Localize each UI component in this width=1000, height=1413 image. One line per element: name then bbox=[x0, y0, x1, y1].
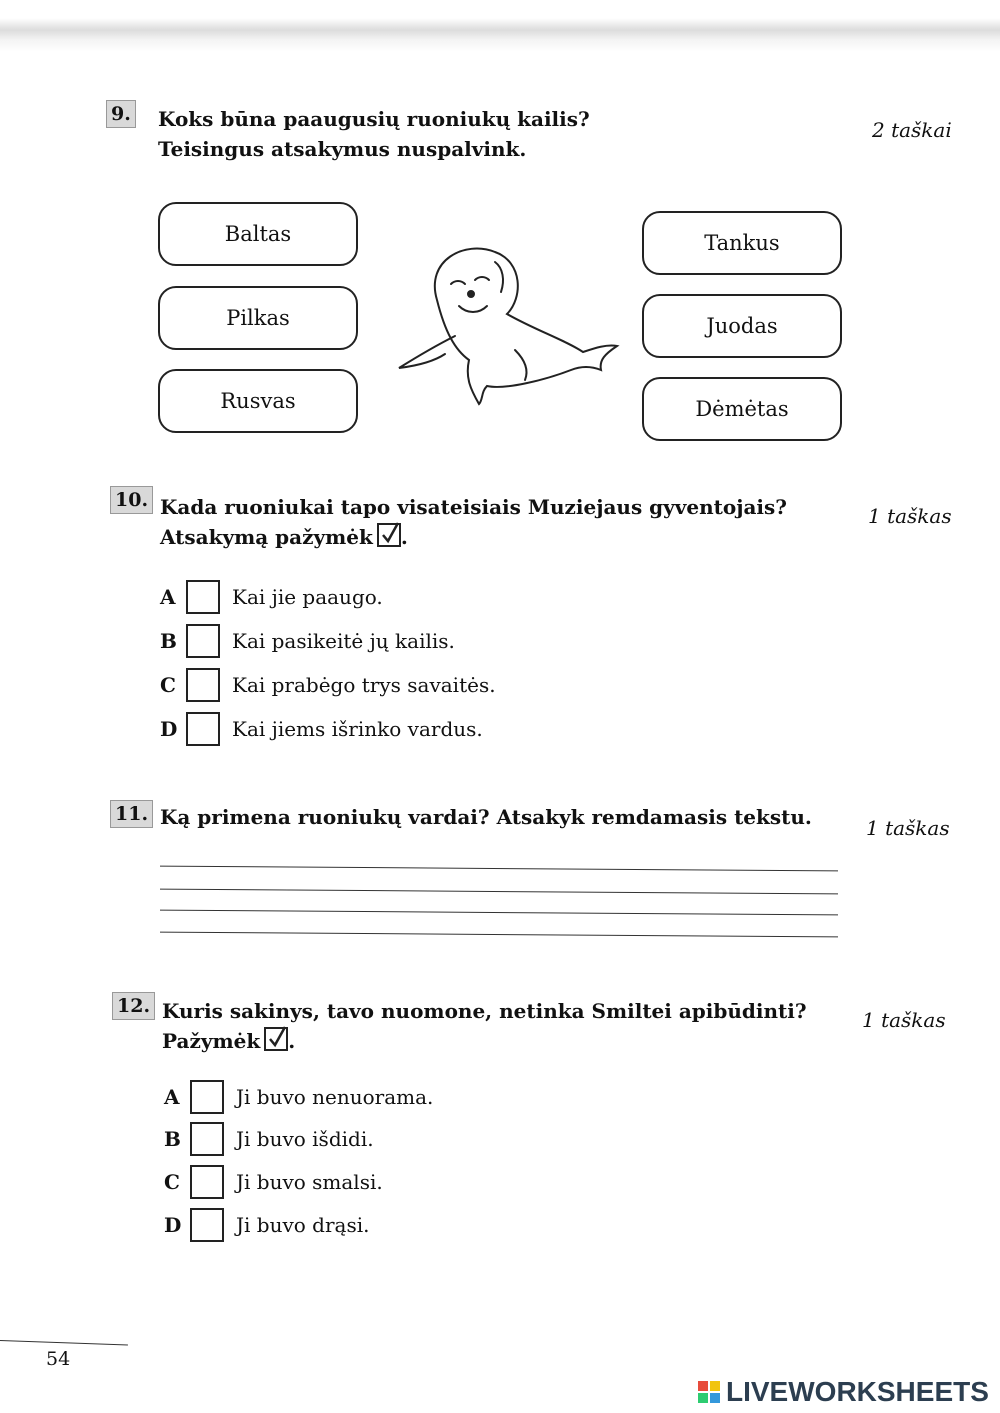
page-number: 54 bbox=[46, 1348, 71, 1370]
option-text: Ji buvo drąsi. bbox=[236, 1213, 370, 1237]
answer-line-4[interactable] bbox=[160, 932, 838, 938]
q10-number: 10. bbox=[110, 486, 153, 514]
option-letter: D bbox=[164, 1213, 182, 1237]
seal-pup-icon bbox=[395, 240, 625, 410]
q12-line2-end: . bbox=[288, 1029, 296, 1053]
answer-line-1[interactable] bbox=[160, 866, 838, 872]
checkbox-checked-icon bbox=[377, 523, 401, 547]
liveworksheets-logo bbox=[698, 1377, 989, 1407]
q11-number: 11. bbox=[110, 800, 153, 828]
answer-checkbox[interactable] bbox=[186, 624, 220, 658]
scan-top-edge bbox=[0, 0, 1000, 60]
q9-question bbox=[158, 104, 590, 164]
answer-line-3[interactable] bbox=[160, 910, 838, 916]
q10-line2-end: . bbox=[400, 525, 408, 549]
answer-checkbox[interactable] bbox=[190, 1080, 224, 1114]
page-rule bbox=[0, 1340, 128, 1345]
q10-points: 1 taškas bbox=[868, 504, 952, 528]
q10-option-b bbox=[160, 624, 455, 658]
option-text: Ji buvo smalsi. bbox=[236, 1170, 383, 1194]
q9-line2: Teisingus atsakymus nuspalvink. bbox=[158, 137, 527, 161]
option-text: Kai jie paaugo. bbox=[232, 585, 383, 609]
option-pilkas[interactable]: Pilkas bbox=[158, 286, 358, 350]
checkbox-checked-icon bbox=[264, 1027, 288, 1051]
option-baltas[interactable]: Baltas bbox=[158, 202, 358, 266]
option-letter: C bbox=[164, 1170, 180, 1194]
option-rusvas[interactable]: Rusvas bbox=[158, 369, 358, 433]
q12-option-c bbox=[164, 1165, 383, 1199]
option-letter: D bbox=[160, 717, 178, 741]
answer-checkbox[interactable] bbox=[190, 1165, 224, 1199]
q10-line1: Kada ruoniukai tapo visateisiais Muziejaus gyventojais? bbox=[160, 495, 788, 519]
option-letter: A bbox=[160, 585, 176, 609]
answer-checkbox[interactable] bbox=[186, 712, 220, 746]
q12-number: 12. bbox=[112, 992, 155, 1020]
q12-option-a bbox=[164, 1080, 433, 1114]
q12-option-b bbox=[164, 1122, 374, 1156]
option-text: Kai jiems išrinko vardus. bbox=[232, 717, 483, 741]
q9-number: 9. bbox=[106, 100, 136, 128]
q10-line2-wrap bbox=[160, 522, 787, 552]
option-text: Ji buvo nenuorama. bbox=[236, 1085, 434, 1109]
answer-checkbox[interactable] bbox=[190, 1208, 224, 1242]
answer-line-2[interactable] bbox=[160, 889, 838, 895]
option-tankus[interactable]: Tankus bbox=[642, 211, 842, 275]
option-text: Ji buvo išdidi. bbox=[236, 1127, 374, 1151]
q12-line2: Pažymėk bbox=[162, 1029, 261, 1053]
q12-option-d bbox=[164, 1208, 369, 1242]
q10-question bbox=[160, 492, 787, 552]
answer-checkbox[interactable] bbox=[190, 1122, 224, 1156]
q10-option-a bbox=[160, 580, 383, 614]
q9-line1: Koks būna paaugusių ruoniukų kailis? bbox=[158, 107, 590, 131]
q12-line2-wrap bbox=[162, 1026, 807, 1056]
q12-points: 1 taškas bbox=[862, 1008, 946, 1032]
brand-text: LIVEWORKSHEETS bbox=[726, 1376, 989, 1407]
q11-points: 1 taškas bbox=[866, 816, 950, 840]
brand-grid-icon bbox=[698, 1381, 720, 1403]
answer-checkbox[interactable] bbox=[186, 580, 220, 614]
q12-line1: Kuris sakinys, tavo nuomone, netinka Smiltei apibūdinti? bbox=[162, 999, 807, 1023]
q12-question bbox=[162, 996, 807, 1056]
answer-checkbox[interactable] bbox=[186, 668, 220, 702]
q10-option-c bbox=[160, 668, 496, 702]
option-juodas[interactable]: Juodas bbox=[642, 294, 842, 358]
option-text: Kai pasikeitė jų kailis. bbox=[232, 629, 455, 653]
option-letter: B bbox=[164, 1127, 181, 1151]
q9-points: 2 taškai bbox=[872, 118, 952, 142]
option-text: Kai prabėgo trys savaitės. bbox=[232, 673, 496, 697]
q11-question: Ką primena ruoniukų vardai? Atsakyk remdamasis tekstu. bbox=[160, 805, 812, 829]
q10-option-d bbox=[160, 712, 483, 746]
option-letter: C bbox=[160, 673, 176, 697]
q10-line2: Atsakymą pažymėk bbox=[160, 525, 373, 549]
option-demetas[interactable]: Dėmėtas bbox=[642, 377, 842, 441]
option-letter: A bbox=[164, 1085, 180, 1109]
option-letter: B bbox=[160, 629, 177, 653]
